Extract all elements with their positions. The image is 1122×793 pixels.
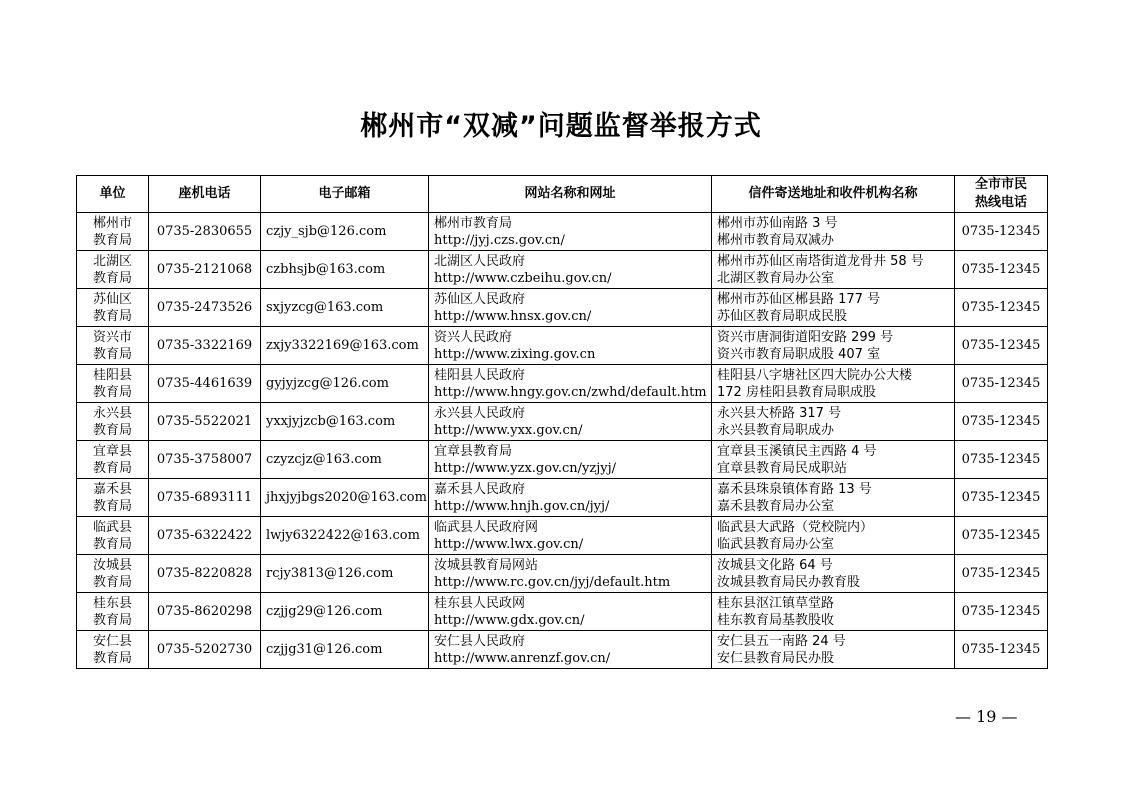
unit-cell (77, 289, 149, 327)
unit-name: 永兴县 (92, 405, 132, 421)
recipient-office: 汝城县教育局民办教育股 (717, 574, 861, 590)
table-row (77, 555, 1048, 593)
unit-bureau: 教育局 (92, 384, 132, 400)
email-cell[interactable]: czbhsjb@163.com (261, 251, 429, 289)
site-url-link[interactable]: http://www.czbeihu.gov.cn/ (434, 270, 612, 286)
unit-cell (77, 213, 149, 251)
header-hotline: 全市市民热线电话 (955, 176, 1048, 213)
table-row (77, 213, 1048, 251)
address-line: 临武县大武路（党校院内） (717, 519, 874, 535)
hotline-cell: 0735-12345 (955, 479, 1048, 517)
phone-cell: 0735-5522021 (149, 403, 261, 441)
recipient-office: 临武县教育局办公室 (717, 536, 835, 552)
header-phone: 座机电话 (149, 176, 261, 213)
address-line: 桂阳县八字塘社区四大院办公大楼 (717, 367, 913, 383)
address-cell (712, 517, 955, 555)
unit-cell (77, 517, 149, 555)
website-cell (429, 631, 712, 669)
website-cell (429, 289, 712, 327)
address-cell (712, 403, 955, 441)
unit-cell (77, 593, 149, 631)
unit-cell (77, 251, 149, 289)
hotline-cell: 0735-12345 (955, 327, 1048, 365)
phone-cell: 0735-6893111 (149, 479, 261, 517)
unit-bureau: 教育局 (92, 232, 132, 248)
site-url-link[interactable]: http://www.lwx.gov.cn/ (434, 536, 584, 552)
header-unit: 单位 (77, 176, 149, 213)
unit-bureau: 教育局 (92, 460, 132, 476)
recipient-office: 桂东教育局基教股收 (717, 612, 835, 628)
phone-cell: 0735-2830655 (149, 213, 261, 251)
table-row (77, 479, 1048, 517)
email-cell[interactable]: czjjg31@126.com (261, 631, 429, 669)
address-line: 郴州市苏仙区郴县路 177 号 (717, 291, 881, 307)
website-cell (429, 365, 712, 403)
recipient-office: 172 房桂阳县教育局职成股 (717, 384, 876, 400)
website-cell (429, 517, 712, 555)
address-cell (712, 479, 955, 517)
table-row (77, 517, 1048, 555)
page-title: 郴州市“双减”问题监督举报方式 (360, 111, 762, 142)
hotline-cell: 0735-12345 (955, 631, 1048, 669)
website-cell (429, 441, 712, 479)
hotline-cell: 0735-12345 (955, 555, 1048, 593)
table-header-row (77, 176, 1048, 213)
address-line: 郴州市苏仙区南塔街道龙骨井 58 号 (717, 253, 924, 269)
site-name: 北湖区人民政府 (434, 253, 526, 269)
site-name: 苏仙区人民政府 (434, 291, 526, 307)
email-cell[interactable]: czjy_sjb@126.com (261, 213, 429, 251)
table-row (77, 403, 1048, 441)
site-url-link[interactable]: http://www.hnjh.gov.cn/jyj/ (434, 498, 610, 514)
hotline-cell: 0735-12345 (955, 403, 1048, 441)
site-url-link[interactable]: http://jyj.czs.gov.cn/ (434, 232, 565, 248)
unit-bureau: 教育局 (92, 346, 132, 362)
site-name: 资兴人民政府 (434, 329, 513, 345)
header-website: 网站名称和网址 (429, 176, 712, 213)
table-row (77, 593, 1048, 631)
site-name: 永兴县人民政府 (434, 405, 526, 421)
unit-name: 北湖区 (92, 253, 132, 269)
recipient-office: 苏仙区教育局职成民股 (717, 308, 848, 324)
report-table (76, 175, 1048, 669)
page-number: — 19 — (955, 707, 1018, 726)
address-cell (712, 289, 955, 327)
site-url-link[interactable]: http://www.hngy.gov.cn/zwhd/default.htm (434, 384, 707, 400)
email-cell[interactable]: lwjy6322422@163.com (261, 517, 429, 555)
address-cell (712, 365, 955, 403)
address-cell (712, 631, 955, 669)
website-cell (429, 327, 712, 365)
recipient-office: 北湖区教育局办公室 (717, 270, 835, 286)
email-cell[interactable]: yxxjyjzcb@163.com (261, 403, 429, 441)
email-cell[interactable]: czjjg29@126.com (261, 593, 429, 631)
site-name: 郴州市教育局 (434, 215, 513, 231)
email-cell[interactable]: rcjy3813@126.com (261, 555, 429, 593)
hotline-cell: 0735-12345 (955, 593, 1048, 631)
unit-bureau: 教育局 (92, 574, 132, 590)
unit-cell (77, 403, 149, 441)
phone-cell: 0735-4461639 (149, 365, 261, 403)
email-cell[interactable]: gyjyjzcg@126.com (261, 365, 429, 403)
website-cell (429, 251, 712, 289)
unit-name: 宜章县 (92, 443, 132, 459)
recipient-office: 宜章县教育局民成职站 (717, 460, 848, 476)
phone-cell: 0735-2473526 (149, 289, 261, 327)
table-row (77, 289, 1048, 327)
table-row (77, 631, 1048, 669)
website-cell (429, 403, 712, 441)
phone-cell: 0735-5202730 (149, 631, 261, 669)
site-url-link[interactable]: http://www.zixing.gov.cn (434, 346, 596, 362)
header-email: 电子邮箱 (261, 176, 429, 213)
hotline-cell: 0735-12345 (955, 365, 1048, 403)
site-name: 嘉禾县人民政府 (434, 481, 526, 497)
address-line: 永兴县大桥路 317 号 (717, 405, 842, 421)
table-row (77, 251, 1048, 289)
address-cell (712, 251, 955, 289)
site-url-link[interactable]: http://www.anrenzf.gov.cn/ (434, 650, 611, 666)
address-line: 资兴市唐洞街道阳安路 299 号 (717, 329, 894, 345)
table-row (77, 365, 1048, 403)
table-row (77, 441, 1048, 479)
site-name: 安仁县人民政府 (434, 633, 526, 649)
unit-bureau: 教育局 (92, 536, 132, 552)
site-name: 桂东县人民政网 (434, 595, 526, 611)
unit-name: 郴州市 (92, 215, 132, 231)
recipient-office: 嘉禾县教育局办公室 (717, 498, 835, 514)
unit-name: 资兴市 (92, 329, 132, 345)
site-name: 汝城县教育局网站 (434, 557, 539, 573)
address-line: 桂东县沤江镇草堂路 (717, 595, 835, 611)
site-name: 宜章县教育局 (434, 443, 513, 459)
unit-name: 苏仙区 (92, 291, 132, 307)
site-url-link[interactable]: http://www.rc.gov.cn/jyj/default.htm (434, 574, 671, 590)
unit-bureau: 教育局 (92, 612, 132, 628)
address-line: 嘉禾县珠泉镇体育路 13 号 (717, 481, 872, 497)
phone-cell: 0735-8220828 (149, 555, 261, 593)
unit-name: 汝城县 (92, 557, 132, 573)
recipient-office: 永兴县教育局职成办 (717, 422, 835, 438)
address-cell (712, 327, 955, 365)
address-cell (712, 213, 955, 251)
address-line: 宜章县玉溪镇民主西路 4 号 (717, 443, 877, 459)
recipient-office: 安仁县教育局民办股 (717, 650, 835, 666)
hotline-cell: 0735-12345 (955, 251, 1048, 289)
site-name: 临武县人民政府网 (434, 519, 539, 535)
email-cell[interactable]: zxjy3322169@163.com (261, 327, 429, 365)
unit-name: 嘉禾县 (92, 481, 132, 497)
email-cell[interactable]: sxjyzcg@163.com (261, 289, 429, 327)
website-cell (429, 555, 712, 593)
table-row (77, 327, 1048, 365)
address-cell (712, 593, 955, 631)
site-url-link[interactable]: http://www.yxx.gov.cn/ (434, 422, 583, 438)
unit-bureau: 教育局 (92, 498, 132, 514)
unit-cell (77, 631, 149, 669)
phone-cell: 0735-3758007 (149, 441, 261, 479)
phone-cell: 0735-6322422 (149, 517, 261, 555)
recipient-office: 郴州市教育局双减办 (717, 232, 835, 248)
hotline-cell: 0735-12345 (955, 441, 1048, 479)
phone-cell: 0735-8620298 (149, 593, 261, 631)
unit-cell (77, 365, 149, 403)
unit-name: 桂阳县 (92, 367, 132, 383)
address-line: 安仁县五一南路 24 号 (717, 633, 846, 649)
website-cell (429, 593, 712, 631)
website-cell (429, 479, 712, 517)
address-cell (712, 441, 955, 479)
header-address: 信件寄送地址和收件机构名称 (712, 176, 955, 213)
address-line: 汝城县文化路 64 号 (717, 557, 833, 573)
phone-cell: 0735-3322169 (149, 327, 261, 365)
address-line: 郴州市苏仙南路 3 号 (717, 215, 838, 231)
email-cell[interactable]: czyzcjz@163.com (261, 441, 429, 479)
phone-cell: 0735-2121068 (149, 251, 261, 289)
unit-name: 临武县 (92, 519, 132, 535)
unit-name: 桂东县 (92, 595, 132, 611)
table-body (77, 213, 1048, 669)
hotline-cell: 0735-12345 (955, 517, 1048, 555)
website-cell (429, 213, 712, 251)
hotline-cell: 0735-12345 (955, 289, 1048, 327)
unit-bureau: 教育局 (92, 650, 132, 666)
email-cell[interactable]: jhxjyjbgs2020@163.com (261, 479, 429, 517)
unit-cell (77, 327, 149, 365)
unit-bureau: 教育局 (92, 308, 132, 324)
unit-name: 安仁县 (92, 633, 132, 649)
site-url-link[interactable]: http://www.hnsx.gov.cn/ (434, 308, 592, 324)
unit-cell (77, 555, 149, 593)
site-name: 桂阳县人民政府 (434, 367, 526, 383)
address-cell (712, 555, 955, 593)
site-url-link[interactable]: http://www.yzx.gov.cn/yzjyj/ (434, 460, 617, 476)
unit-cell (77, 479, 149, 517)
unit-bureau: 教育局 (92, 270, 132, 286)
recipient-office: 资兴市教育局职成股 407 室 (717, 346, 881, 362)
hotline-cell: 0735-12345 (955, 213, 1048, 251)
unit-cell (77, 441, 149, 479)
site-url-link[interactable]: http://www.gdx.gov.cn/ (434, 612, 585, 628)
unit-bureau: 教育局 (92, 422, 132, 438)
